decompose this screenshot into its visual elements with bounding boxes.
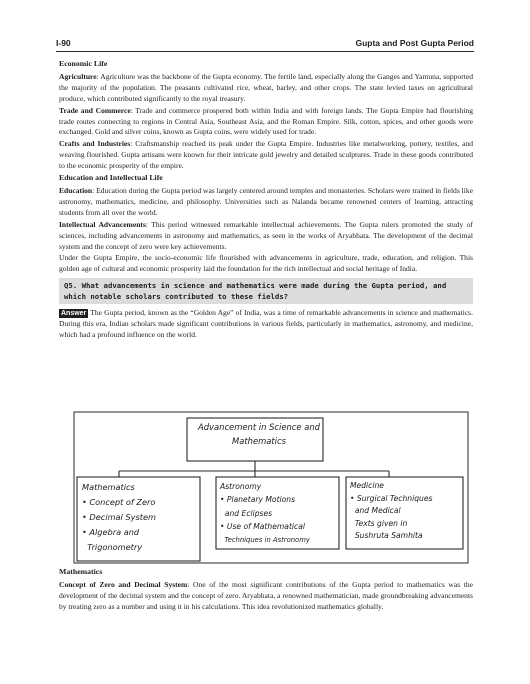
maths-title: Mathematics — [82, 482, 135, 492]
zero-decimal-label: Concept of Zero and Decimal System — [59, 579, 188, 589]
intellectual-paragraph — [59, 220, 473, 253]
question-number: Q5. — [64, 281, 78, 291]
page-body — [59, 59, 473, 342]
question-box — [59, 278, 473, 304]
astronomy-title: Astronomy — [220, 482, 262, 491]
header-rule — [56, 51, 474, 52]
maths-item: Trigonometry — [82, 542, 143, 552]
root-line-2: Mathematics — [232, 436, 286, 446]
agriculture-paragraph — [59, 72, 473, 105]
trade-label: Trade and Commerce — [59, 105, 131, 115]
maths-item: • Algebra and — [82, 527, 140, 537]
answer-paragraph — [59, 308, 473, 341]
crafts-label: Crafts and Industries — [59, 139, 131, 149]
mathematics-section — [59, 567, 473, 614]
medicine-title: Medicine — [350, 481, 384, 490]
zero-decimal-text: : One of the most significant contributions of the Gupta period to mathematics was the development of the decimal system and the concept of zero. Aryabhata, a renowned mathematician, made groundbreaking advancements by treating zero as a number and using it in his calculations. This idea revolutionized mathematics globally. — [59, 579, 473, 611]
medicine-item: Texts given in — [350, 518, 408, 528]
trade-text: : Trade and commerce prospered both within India and with foreign lands. The Gupta Empire had flourishing trade routes connecting to regions in Central Asia, Southeast Asia, and the Roman Empire. Silk, cotton, spices, and other goods were exchanged. Gold and silver coins, known as Gupta coins, were widely used for trade. — [59, 105, 473, 137]
zero-decimal-paragraph — [59, 580, 473, 613]
astronomy-item: • Use of Mathematical — [220, 522, 305, 532]
running-title: Gupta and Post Gupta Period — [355, 38, 474, 48]
trade-paragraph — [59, 106, 473, 139]
medicine-item: Sushruta Samhita — [350, 531, 423, 541]
agriculture-label: Agriculture — [59, 71, 97, 81]
astronomy-item: • Planetary Motions — [220, 495, 296, 505]
agriculture-text: : Agriculture was the backbone of the Gupta economy. The fertile land, especially along the Ganges and Yamuna, supported the majority of the population. The peasants cultivated rice, wheat, barley, and other crops. The state levied taxes on agricultural produce, which contributed significantly to the royal treasury. — [59, 71, 473, 103]
education-label: Education — [59, 185, 93, 195]
medicine-node — [350, 480, 462, 543]
question-text: What advancements in science and mathematics were made during the Gupta period, and which notable scholars contributed to these fields? — [64, 281, 447, 302]
education-heading: Education and Intellectual Life — [59, 173, 163, 183]
crafts-text: : Craftsmanship reached its peak under the Gupta Empire. Industries like metalworking, pottery, textiles, and weaving flourished. Gupta artisans were known for their intricate gold jewelry and detailed sculptures. Trade in these goods contributed to the economic prosperity of the empire. — [59, 139, 473, 171]
astronomy-node — [220, 480, 338, 547]
science-math-diagram — [73, 411, 469, 564]
maths-item: • Concept of Zero — [82, 497, 156, 507]
root-line-1: Advancement in Science and — [198, 422, 320, 432]
intellectual-text: : This period witnessed remarkable intellectual achievements. The Gupta rulers promoted the study of sciences, including advancements in astronomy and mathematics, as seen in the works of Aryabhata. The development of the decimal system and the concept of zero were key achievements. — [59, 219, 473, 251]
answer-text: The Gupta period, known as the “Golden Age” of India, was a time of remarkable advancements in science and mathematics. During this era, Indian scholars made significant contributions in various fields, particularly in mathematics, astronomy, and medicine, which had a profound influence on the world. — [59, 308, 473, 340]
education-text: : Education during the Gupta period was largely centered around temples and monasteries. Scholars were trained in fields like astronomy, mathematics, medicine, and philosophy. Universities such as Nalanda became renowned centers of learning, attracting students from all over the world. — [59, 185, 473, 217]
astronomy-item: Techniques in Astronomy — [220, 535, 310, 544]
page-number: I-90 — [56, 38, 71, 48]
maths-item: • Decimal System — [82, 512, 156, 522]
crafts-paragraph — [59, 139, 473, 172]
summary-paragraph: Under the Gupta Empire, the socio-economic life flourished with advancements in agriculture, trade, education, and religion. This golden age of cultural and economic prosperity laid the foundation for the rich intellectual and social heritage of India. — [59, 253, 473, 274]
mathematics-node — [82, 480, 198, 555]
root-node — [197, 420, 321, 448]
answer-tag: Answer — [61, 310, 87, 318]
medicine-item: • Surgical Techniques — [350, 493, 433, 503]
astronomy-item: and Eclipses — [220, 508, 273, 518]
medicine-item: and Medical — [350, 506, 401, 516]
economic-life-heading: Economic Life — [59, 59, 108, 68]
intellectual-label: Intellectual Advancements — [59, 219, 146, 229]
education-paragraph — [59, 186, 473, 219]
mathematics-heading: Mathematics — [59, 567, 103, 576]
